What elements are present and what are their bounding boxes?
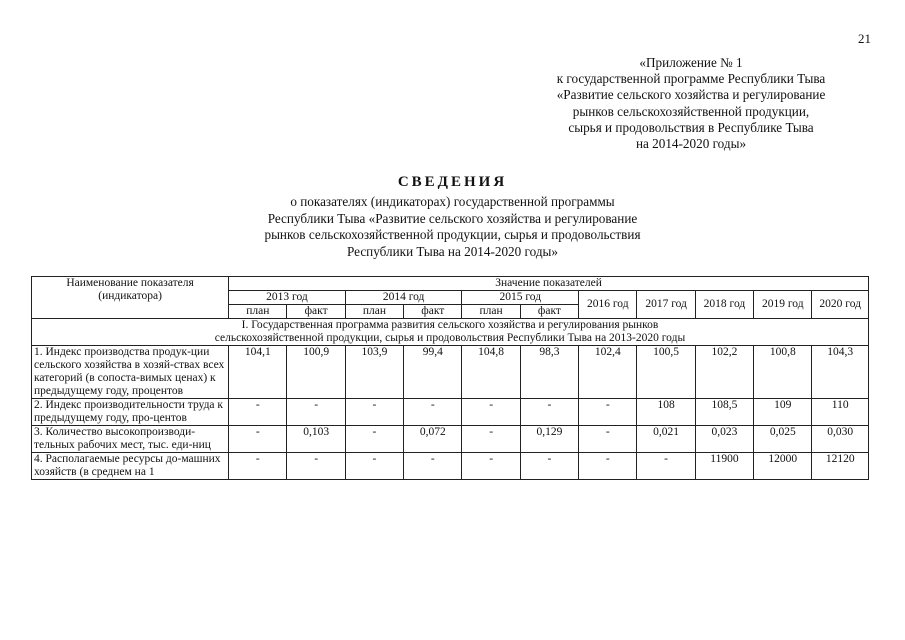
value-cell: 99,4 (404, 346, 462, 399)
plan-header: план (345, 305, 403, 319)
value-cell: - (287, 453, 345, 480)
value-cell: - (229, 426, 287, 453)
value-cell: - (229, 453, 287, 480)
subtitle-line: рынков сельскохозяйственной продукции, сырья и продовольствия (264, 227, 641, 242)
year-header-2017: 2017 год (637, 291, 695, 319)
value-cell: 0,021 (637, 426, 695, 453)
value-cell: 0,103 (287, 426, 345, 453)
value-cell: - (520, 453, 578, 480)
value-cell: 100,5 (637, 346, 695, 399)
value-cell: - (520, 399, 578, 426)
section-line: сельскохозяйственной продукции, сырья и продовольствия Республики Тыва на 2013-2020 годы (214, 332, 686, 344)
table-row (32, 426, 869, 453)
value-cell: - (345, 453, 403, 480)
value-cell: 98,3 (520, 346, 578, 399)
value-cell: 12120 (812, 453, 869, 480)
value-cell: - (637, 453, 695, 480)
indicator-name: 4. Располагаемые ресурсы до-машних хозяйств (в среднем на 1 (32, 453, 229, 480)
value-cell: 109 (754, 399, 812, 426)
value-cell: 103,9 (345, 346, 403, 399)
appendix-line: «Приложение № 1 (639, 55, 743, 70)
value-cell: 0,030 (812, 426, 869, 453)
plan-header: план (229, 305, 287, 319)
year-header-2016: 2016 год (579, 291, 637, 319)
year-header-2013: 2013 год (229, 291, 346, 305)
value-cell: 100,9 (287, 346, 345, 399)
value-cell: - (404, 399, 462, 426)
appendix-line: рынков сельскохозяйственной продукции, (572, 103, 810, 119)
page-number: 21 (858, 31, 871, 46)
value-cell: - (579, 453, 637, 480)
appendix-line: сырья и продовольствия в Республике Тыва (568, 119, 814, 135)
value-cell: - (345, 399, 403, 426)
section-title (32, 319, 869, 346)
subtitle-line: Республики Тыва «Развитие сельского хозяйства и регулирование (267, 210, 638, 226)
value-cell: - (462, 399, 520, 426)
value-cell: 0,129 (520, 426, 578, 453)
table-row (32, 399, 869, 426)
value-cell: - (462, 453, 520, 480)
subtitle-line: о показателях (индикаторах) государственной программы (290, 194, 615, 209)
value-cell: 104,3 (812, 346, 869, 399)
indicators-table (31, 276, 869, 480)
indicator-name-header: Наименование показателя (индикатора) (32, 277, 229, 319)
plan-header: план (462, 305, 520, 319)
subtitle-line: Республики Тыва на 2014-2020 годы» (346, 243, 559, 259)
value-cell: 102,2 (695, 346, 753, 399)
fact-header: факт (520, 305, 578, 319)
value-cell: - (229, 399, 287, 426)
indicator-name: 1. Индекс производства продук-ции сельского хозяйства в хозяй-ствах всех категорий (в сопоста-вимых ценах) к предыдущему году, процентов (32, 346, 229, 399)
value-cell: - (404, 453, 462, 480)
value-cell: - (462, 426, 520, 453)
header-row-1 (32, 277, 869, 291)
value-cell: 0,025 (754, 426, 812, 453)
year-header-2014: 2014 год (345, 291, 462, 305)
appendix-line: на 2014-2020 годы» (635, 136, 747, 152)
appendix-reference (511, 55, 871, 152)
appendix-line: «Развитие сельского хозяйства и регулирование (556, 87, 826, 103)
fact-header: факт (287, 305, 345, 319)
value-cell: 102,4 (579, 346, 637, 399)
value-cell: 0,072 (404, 426, 462, 453)
year-header-2018: 2018 год (695, 291, 753, 319)
table-row (32, 346, 869, 399)
value-cell: 110 (812, 399, 869, 426)
table-row (32, 453, 869, 480)
value-cell: 100,8 (754, 346, 812, 399)
appendix-line: к государственной программе Республики Тыва (556, 71, 826, 87)
values-group-header: Значение показателей (229, 277, 869, 291)
indicator-name: 2. Индекс производительности труда к предыдущему году, про-центов (32, 399, 229, 426)
document-subtitle (0, 194, 905, 260)
indicator-name: 3. Количество высокопроизводи-тельных рабочих мест, тыс. еди-ниц (32, 426, 229, 453)
year-header-2020: 2020 год (812, 291, 869, 319)
section-line: I. Государственная программа развития сельского хозяйства и регулирования рынков (241, 319, 659, 331)
document-title: СВЕДЕНИЯ (397, 174, 508, 190)
value-cell: 108 (637, 399, 695, 426)
section-row (32, 319, 869, 346)
value-cell: - (579, 426, 637, 453)
value-cell: 11900 (695, 453, 753, 480)
year-header-2019: 2019 год (754, 291, 812, 319)
value-cell: 104,1 (229, 346, 287, 399)
value-cell: - (579, 399, 637, 426)
fact-header: факт (404, 305, 462, 319)
value-cell: - (287, 399, 345, 426)
value-cell: 0,023 (695, 426, 753, 453)
value-cell: 104,8 (462, 346, 520, 399)
value-cell: 12000 (754, 453, 812, 480)
value-cell: - (345, 426, 403, 453)
year-header-2015: 2015 год (462, 291, 579, 305)
value-cell: 108,5 (695, 399, 753, 426)
